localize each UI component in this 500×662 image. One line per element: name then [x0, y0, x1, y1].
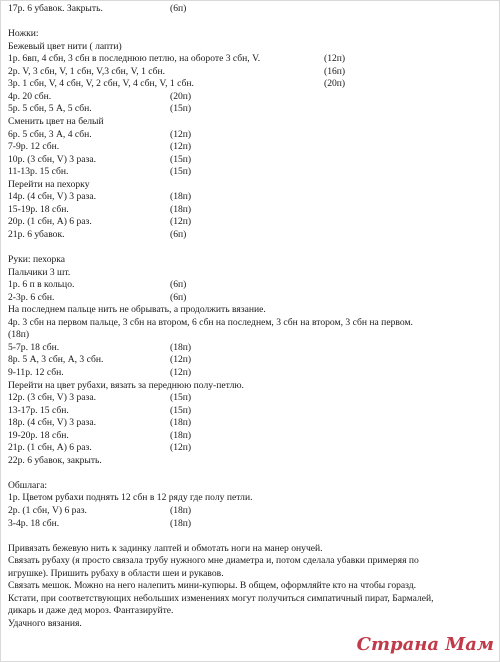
line-text: 17р. 6 убавок. Закрыть. — [8, 3, 103, 14]
text-line — [8, 481, 47, 491]
line-text: 15-19р. 18 сбн. — [8, 203, 69, 215]
line-text: 18р. (4 сбн, V) 3 раза. — [8, 417, 96, 429]
text-line — [8, 205, 69, 215]
text-line — [8, 192, 96, 202]
stitch-count: (20п) — [324, 78, 346, 90]
line-text: 6р. 5 сбн, 3 А, 4 сбн. — [8, 128, 92, 140]
stitch-count: (20п) — [170, 90, 192, 102]
text-line — [8, 443, 92, 453]
text-line — [8, 117, 104, 127]
line-text: 13-17р. 15 сбн. — [8, 404, 69, 416]
line-text: 14р. (4 сбн, V) 3 раза. — [8, 191, 96, 203]
stitch-count: (18п) — [170, 429, 192, 441]
line-text: Бежевый цвет нити ( лапти) — [8, 40, 122, 52]
text-line — [8, 167, 68, 177]
text-line — [8, 619, 82, 629]
line-text: 5-7р. 18 сбн. — [8, 341, 60, 353]
text-line — [8, 155, 96, 165]
text-line — [8, 29, 39, 39]
text-line — [8, 418, 96, 428]
line-text: Ножки: — [8, 28, 39, 40]
text-line — [8, 581, 416, 591]
line-text: 2р. (1 сбн, V) 6 раз. — [8, 505, 87, 516]
line-text: 11-13р. 15 сбн. — [8, 166, 69, 178]
line-text: Сменить цвет на белый — [8, 115, 104, 127]
line-text: Перейти на пехорку — [8, 178, 90, 190]
line-text: 4р. 20 сбн. — [8, 90, 52, 102]
text-line — [8, 318, 413, 328]
site-watermark: Страна Мам — [356, 634, 494, 655]
text-line — [8, 293, 54, 303]
line-text: 1р. 6вп, 4 сбн, 3 сбн в последнюю петлю, на обороте 3 сбн, V. — [8, 53, 261, 65]
stitch-count: (6п) — [170, 279, 187, 291]
line-text: 1р. Цветом рубахи поднять 12 сбн в 12 ряду где полу петли. — [8, 492, 253, 504]
text-line — [8, 406, 69, 416]
stitch-count: (18п) — [170, 203, 192, 215]
text-line — [8, 544, 323, 554]
line-text: Обшлага: — [8, 479, 48, 491]
line-text: Связать рубаху (я просто связала трубу нужного мне диаметра и, потом сделала убавки примеряя по — [8, 555, 419, 567]
line-text: (18п) — [8, 329, 30, 341]
line-text: Удачного вязания. — [8, 617, 82, 629]
text-line — [8, 42, 122, 52]
text-line — [8, 4, 103, 14]
line-text: 3р. 1 сбн, V, 4 сбн, V, 2 сбн, V, 4 сбн, V, 1 сбн. — [8, 78, 194, 90]
stitch-count: (12п) — [170, 141, 192, 153]
line-text: Руки: пехорка — [8, 254, 66, 265]
text-line — [8, 130, 92, 140]
stitch-count: (15п) — [170, 153, 192, 165]
stitch-count: (12п) — [170, 216, 192, 228]
stitch-count: (12п) — [324, 53, 346, 65]
text-line — [8, 217, 92, 227]
text-line — [8, 280, 74, 290]
stitch-count: (18п) — [170, 191, 192, 203]
line-text: 10р. (3 сбн, V) 3 раза. — [8, 153, 96, 165]
text-line — [8, 92, 51, 102]
text-line — [8, 368, 64, 378]
text-line — [8, 330, 29, 340]
line-text: 19-20р. 18 сбн. — [8, 429, 69, 441]
line-text: На последнем пальце нить не обрывать, а продолжить вязание. — [8, 304, 266, 316]
text-line — [8, 431, 69, 441]
text-line — [8, 519, 59, 529]
text-line — [8, 594, 434, 604]
stitch-count: (18п) — [170, 417, 192, 429]
text-line — [8, 381, 244, 391]
text-line — [8, 142, 59, 152]
text-line — [8, 506, 87, 516]
stitch-count: (18п) — [170, 517, 192, 529]
stitch-count: (18п) — [170, 341, 192, 353]
text-line — [8, 305, 266, 315]
stitch-count: (12п) — [170, 128, 192, 140]
line-text: Пальчики 3 шт. — [8, 266, 71, 278]
text-line — [8, 180, 90, 190]
stitch-count: (15п) — [170, 103, 192, 115]
stitch-count: (15п) — [170, 404, 192, 416]
line-text: 2р. V, 3 сбн, V, 1 сбн, V,3 сбн, V, 1 сбн. — [8, 65, 166, 77]
stitch-count: (15п) — [170, 166, 192, 178]
stitch-count: (6п) — [170, 3, 187, 14]
line-text: 3-4р. 18 сбн. — [8, 517, 60, 529]
text-line — [8, 355, 103, 365]
stitch-count: (12п) — [170, 442, 192, 454]
text-line — [8, 67, 165, 77]
line-text: Связать мешок. Можно на него налепить мини-купюры. В общем, оформляйте кто на чтобы горазд. — [8, 580, 417, 592]
line-text: 21р. (1 сбн, А) 6 раз. — [8, 442, 92, 454]
text-line — [8, 79, 194, 89]
line-text: 5р. 5 сбн, 5 А, 5 сбн. — [8, 103, 92, 115]
line-text: 20р. (1 сбн, А) 6 раз. — [8, 216, 92, 228]
text-line — [8, 493, 253, 503]
text-line — [8, 606, 173, 616]
stitch-count: (6п) — [170, 291, 187, 303]
text-line — [8, 456, 102, 466]
line-text: 2-3р. 6 сбн. — [8, 291, 55, 303]
line-text: Привязать бежевую нить к задинку лаптей и обмотать ноги на манер онучей. — [8, 542, 323, 554]
line-text: игрушке). Пришить рубаху в области шеи и рукавов. — [8, 567, 224, 579]
line-text: Перейти на цвет рубахи, вязать за переднюю полу-петлю. — [8, 379, 244, 391]
line-text: Кстати, при соответствующих небольших изменениях могут получиться симпатичный пират, Бармалей, — [8, 592, 434, 604]
line-text: 12р. (3 сбн, V) 3 раза. — [8, 392, 96, 404]
stitch-count: (16п) — [324, 65, 346, 77]
text-line — [8, 393, 96, 403]
text-line — [8, 268, 70, 278]
line-text: 4р. 3 сбн на первом пальце, 3 сбн на втором, 6 сбн на последнем, 3 сбн на втором, 3 сбн на первом. — [8, 316, 413, 328]
stitch-count: (18п) — [170, 505, 192, 516]
stitch-count: (15п) — [170, 392, 192, 404]
line-text: 7-9р. 12 сбн. — [8, 141, 60, 153]
text-line — [8, 54, 260, 64]
stitch-count: (12п) — [170, 354, 192, 366]
line-text: 9-11р. 12 сбн. — [8, 366, 64, 378]
text-line — [8, 230, 65, 240]
stitch-count: (12п) — [170, 366, 192, 378]
line-text: 1р. 6 п в кольцо. — [8, 279, 75, 291]
line-text: 21р. 6 убавок. — [8, 228, 65, 240]
text-line — [8, 104, 92, 114]
line-text: 8р. 5 А, 3 сбн, А, 3 сбн. — [8, 354, 104, 366]
line-text: 22р. 6 убавок, закрыть. — [8, 454, 102, 466]
line-text: дикарь и даже дед мороз. Фантазируйте. — [8, 605, 174, 617]
text-line — [8, 556, 419, 566]
text-line — [8, 569, 224, 579]
stitch-count: (6п) — [170, 228, 187, 240]
text-line — [8, 343, 59, 353]
text-line — [8, 255, 65, 265]
